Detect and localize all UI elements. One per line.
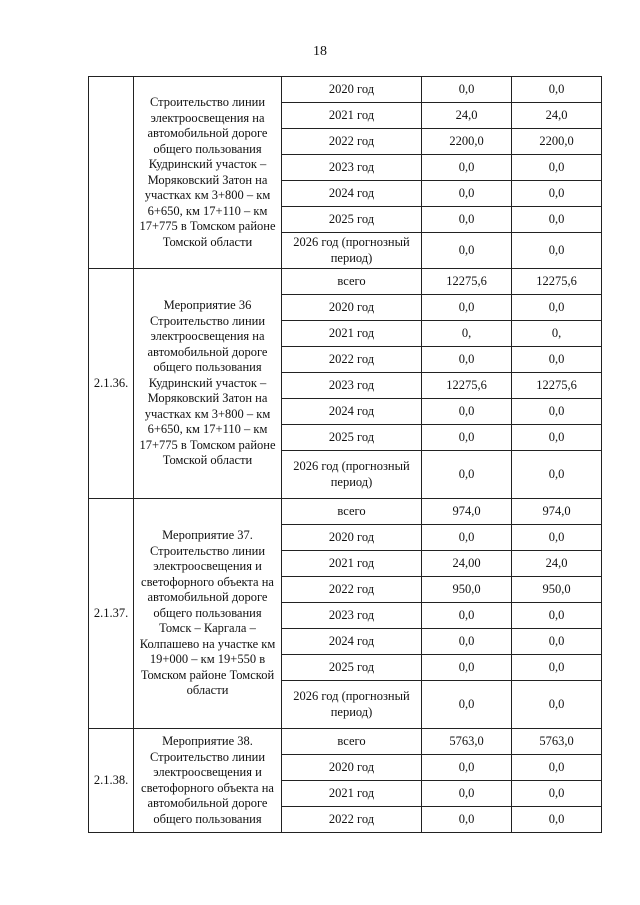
- amount-total-cell: 0,0: [422, 155, 512, 181]
- amount-budget-cell: 12275,6: [512, 373, 602, 399]
- amount-budget-cell: 0,0: [512, 295, 602, 321]
- amount-budget-cell: 24,0: [512, 551, 602, 577]
- table-row: [89, 499, 602, 525]
- period-cell: 2023 год: [282, 603, 422, 629]
- amount-total-cell: 950,0: [422, 577, 512, 603]
- budget-table: [88, 76, 602, 833]
- amount-budget-cell: 0,: [512, 321, 602, 347]
- period-cell: 2020 год: [282, 755, 422, 781]
- amount-total-cell: 0,0: [422, 655, 512, 681]
- period-cell: всего: [282, 499, 422, 525]
- amount-budget-cell: 0,0: [512, 207, 602, 233]
- amount-total-cell: 0,0: [422, 425, 512, 451]
- amount-budget-cell: 0,0: [512, 655, 602, 681]
- amount-budget-cell: 2200,0: [512, 129, 602, 155]
- amount-budget-cell: 0,0: [512, 781, 602, 807]
- amount-total-cell: 5763,0: [422, 729, 512, 755]
- item-number-cell: [89, 77, 134, 269]
- amount-budget-cell: 0,0: [512, 525, 602, 551]
- amount-total-cell: 2200,0: [422, 129, 512, 155]
- period-cell: 2023 год: [282, 155, 422, 181]
- period-cell: 2024 год: [282, 629, 422, 655]
- period-cell: 2024 год: [282, 399, 422, 425]
- amount-budget-cell: 5763,0: [512, 729, 602, 755]
- period-cell: 2020 год: [282, 295, 422, 321]
- period-cell: 2026 год (прогнозный период): [282, 681, 422, 729]
- amount-budget-cell: 0,0: [512, 629, 602, 655]
- period-cell: 2026 год (прогнозный период): [282, 233, 422, 269]
- amount-total-cell: 0,0: [422, 207, 512, 233]
- amount-budget-cell: 0,0: [512, 77, 602, 103]
- amount-budget-cell: 0,0: [512, 155, 602, 181]
- period-cell: всего: [282, 729, 422, 755]
- period-cell: всего: [282, 269, 422, 295]
- amount-budget-cell: 0,0: [512, 425, 602, 451]
- period-cell: 2023 год: [282, 373, 422, 399]
- item-number-cell: 2.1.36.: [89, 269, 134, 499]
- table-row: [89, 269, 602, 295]
- period-cell: 2022 год: [282, 807, 422, 833]
- amount-total-cell: 0,0: [422, 807, 512, 833]
- amount-budget-cell: 0,0: [512, 233, 602, 269]
- period-cell: 2022 год: [282, 577, 422, 603]
- period-cell: 2025 год: [282, 425, 422, 451]
- measure-description-cell: Мероприятие 38. Строительство линии электроосвещения и светофорного объекта на автомобильной дороге общего пользования: [134, 729, 282, 833]
- amount-total-cell: 12275,6: [422, 269, 512, 295]
- period-cell: 2022 год: [282, 129, 422, 155]
- amount-budget-cell: 0,0: [512, 681, 602, 729]
- amount-total-cell: 0,0: [422, 347, 512, 373]
- measure-description-cell: Строительство линии электроосвещения на автомобильной дороге общего пользования Кудринский участок – Моряковский Затон на участках км 3+800 – км 6+650, км 17+110 – км 17+775 в Томском районе Томской области: [134, 77, 282, 269]
- amount-total-cell: 24,00: [422, 551, 512, 577]
- period-cell: 2021 год: [282, 551, 422, 577]
- amount-total-cell: 0,0: [422, 629, 512, 655]
- amount-total-cell: 24,0: [422, 103, 512, 129]
- period-cell: 2021 год: [282, 103, 422, 129]
- amount-total-cell: 0,0: [422, 233, 512, 269]
- period-cell: 2025 год: [282, 655, 422, 681]
- amount-total-cell: 0,0: [422, 451, 512, 499]
- amount-total-cell: 0,0: [422, 755, 512, 781]
- amount-total-cell: 0,0: [422, 295, 512, 321]
- amount-total-cell: 12275,6: [422, 373, 512, 399]
- period-cell: 2021 год: [282, 321, 422, 347]
- amount-budget-cell: 0,0: [512, 603, 602, 629]
- period-cell: 2021 год: [282, 781, 422, 807]
- period-cell: 2020 год: [282, 77, 422, 103]
- period-cell: 2025 год: [282, 207, 422, 233]
- table-row: [89, 729, 602, 755]
- amount-budget-cell: 950,0: [512, 577, 602, 603]
- amount-total-cell: 974,0: [422, 499, 512, 525]
- amount-budget-cell: 0,0: [512, 399, 602, 425]
- item-number-cell: 2.1.37.: [89, 499, 134, 729]
- amount-total-cell: 0,0: [422, 603, 512, 629]
- amount-budget-cell: 0,0: [512, 451, 602, 499]
- amount-budget-cell: 0,0: [512, 181, 602, 207]
- amount-budget-cell: 0,0: [512, 347, 602, 373]
- amount-total-cell: 0,0: [422, 781, 512, 807]
- amount-total-cell: 0,0: [422, 525, 512, 551]
- table-row: [89, 77, 602, 103]
- amount-budget-cell: 0,0: [512, 807, 602, 833]
- item-number-cell: 2.1.38.: [89, 729, 134, 833]
- amount-total-cell: 0,: [422, 321, 512, 347]
- amount-total-cell: 0,0: [422, 681, 512, 729]
- period-cell: 2024 год: [282, 181, 422, 207]
- page-number: 18: [313, 44, 327, 59]
- measure-description-cell: Мероприятие 36 Строительство линии электроосвещения на автомобильной дороге общего пользования Кудринский участок – Моряковский Затон на участках км 3+800 – км 6+650, км 17+110 – км 17+775 в Томском районе Томской области: [134, 269, 282, 499]
- amount-total-cell: 0,0: [422, 181, 512, 207]
- amount-budget-cell: 24,0: [512, 103, 602, 129]
- period-cell: 2022 год: [282, 347, 422, 373]
- period-cell: 2020 год: [282, 525, 422, 551]
- amount-total-cell: 0,0: [422, 77, 512, 103]
- amount-budget-cell: 974,0: [512, 499, 602, 525]
- amount-budget-cell: 12275,6: [512, 269, 602, 295]
- amount-total-cell: 0,0: [422, 399, 512, 425]
- period-cell: 2026 год (прогнозный период): [282, 451, 422, 499]
- amount-budget-cell: 0,0: [512, 755, 602, 781]
- measure-description-cell: Мероприятие 37. Строительство линии электроосвещения и светофорного объекта на автомобильной дороге общего пользования Томск – Каргала – Колпашево на участке км 19+000 – км 19+550 в Томском районе Томской области: [134, 499, 282, 729]
